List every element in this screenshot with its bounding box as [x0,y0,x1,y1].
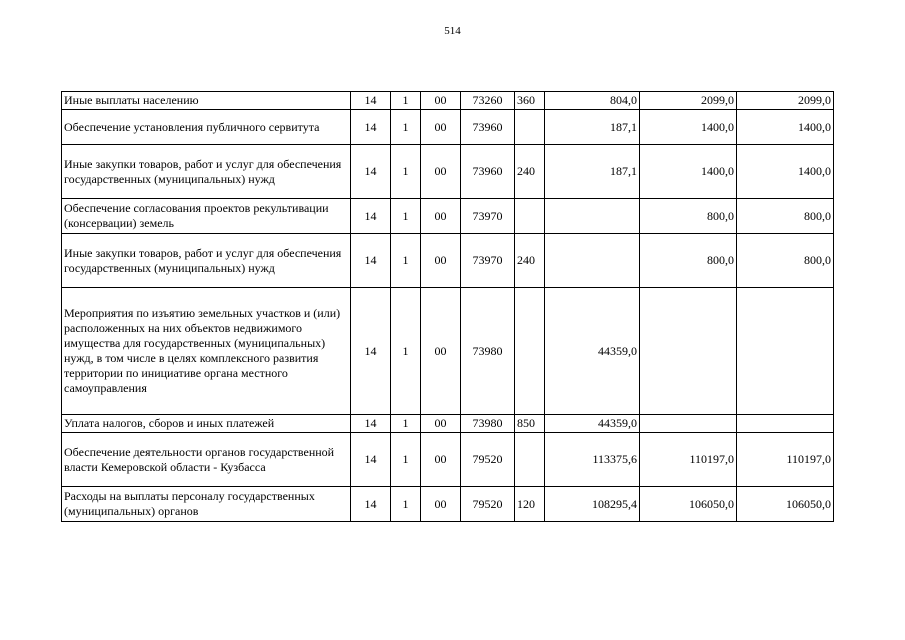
row-sum-1 [545,234,640,288]
row-expense-type [515,288,545,415]
row-sum-1: 187,1 [545,110,640,145]
row-sum-3: 1400,0 [737,110,834,145]
row-program: 00 [421,92,461,110]
row-name: Обеспечение согласования проектов рекультивации (консервации) земель [62,199,351,234]
row-sum-1: 804,0 [545,92,640,110]
row-name: Расходы на выплаты персоналу государственных (муниципальных) органов [62,487,351,522]
row-expense-type [515,433,545,487]
row-subsection: 1 [391,487,421,522]
row-sum-1: 108295,4 [545,487,640,522]
row-sum-1: 187,1 [545,145,640,199]
row-sum-2 [640,288,737,415]
row-sum-2: 2099,0 [640,92,737,110]
row-expense-type: 120 [515,487,545,522]
row-subsection: 1 [391,433,421,487]
table-row [62,92,834,110]
table-row [62,110,834,145]
row-sum-1 [545,199,640,234]
row-sum-2: 1400,0 [640,110,737,145]
table-row [62,234,834,288]
row-sum-2 [640,415,737,433]
row-expense-type: 850 [515,415,545,433]
row-name: Иные закупки товаров, работ и услуг для обеспечения государственных (муниципальных) нужд [62,145,351,199]
row-subsection: 1 [391,415,421,433]
row-expense-type: 240 [515,234,545,288]
row-section: 14 [351,199,391,234]
row-expense-type: 360 [515,92,545,110]
row-program: 00 [421,415,461,433]
table-row [62,288,834,415]
row-program: 00 [421,487,461,522]
row-program: 00 [421,199,461,234]
row-section: 14 [351,487,391,522]
row-section: 14 [351,433,391,487]
row-sum-3: 110197,0 [737,433,834,487]
budget-table [61,91,834,522]
row-target-code: 73970 [461,199,515,234]
row-sum-1: 44359,0 [545,288,640,415]
row-section: 14 [351,110,391,145]
table-row [62,199,834,234]
row-target-code: 73970 [461,234,515,288]
row-program: 00 [421,433,461,487]
row-expense-type: 240 [515,145,545,199]
row-sum-1: 113375,6 [545,433,640,487]
row-name: Обеспечение установления публичного сервитута [62,110,351,145]
row-program: 00 [421,234,461,288]
table-row [62,487,834,522]
table-row [62,145,834,199]
row-subsection: 1 [391,234,421,288]
row-target-code: 79520 [461,487,515,522]
row-subsection: 1 [391,288,421,415]
row-target-code: 79520 [461,433,515,487]
row-sum-3 [737,288,834,415]
row-section: 14 [351,288,391,415]
row-sum-2: 110197,0 [640,433,737,487]
row-subsection: 1 [391,92,421,110]
page-number: 514 [444,25,461,37]
table-row [62,415,834,433]
row-name: Мероприятия по изъятию земельных участков и (или) расположенных на них объектов недвижимого имущества для государственных (муниципальных) нужд, в том числе в целях комплексного развития территории по инициативе органа местного самоуправления [62,288,351,415]
table-row [62,433,834,487]
row-name: Иные выплаты населению [62,92,351,110]
row-sum-3 [737,415,834,433]
row-target-code: 73980 [461,288,515,415]
row-sum-3: 106050,0 [737,487,834,522]
row-subsection: 1 [391,199,421,234]
row-section: 14 [351,92,391,110]
row-sum-3: 800,0 [737,199,834,234]
row-expense-type [515,110,545,145]
row-sum-2: 800,0 [640,234,737,288]
row-sum-1: 44359,0 [545,415,640,433]
row-sum-3: 1400,0 [737,145,834,199]
row-expense-type [515,199,545,234]
row-program: 00 [421,145,461,199]
row-section: 14 [351,415,391,433]
row-program: 00 [421,110,461,145]
row-subsection: 1 [391,110,421,145]
row-sum-2: 1400,0 [640,145,737,199]
row-target-code: 73980 [461,415,515,433]
row-section: 14 [351,145,391,199]
row-name: Уплата налогов, сборов и иных платежей [62,415,351,433]
row-target-code: 73960 [461,145,515,199]
row-sum-2: 800,0 [640,199,737,234]
row-section: 14 [351,234,391,288]
row-target-code: 73260 [461,92,515,110]
row-name: Обеспечение деятельности органов государственной власти Кемеровской области - Кузбасса [62,433,351,487]
row-program: 00 [421,288,461,415]
row-subsection: 1 [391,145,421,199]
row-name: Иные закупки товаров, работ и услуг для обеспечения государственных (муниципальных) нужд [62,234,351,288]
row-target-code: 73960 [461,110,515,145]
row-sum-2: 106050,0 [640,487,737,522]
row-sum-3: 2099,0 [737,92,834,110]
row-sum-3: 800,0 [737,234,834,288]
